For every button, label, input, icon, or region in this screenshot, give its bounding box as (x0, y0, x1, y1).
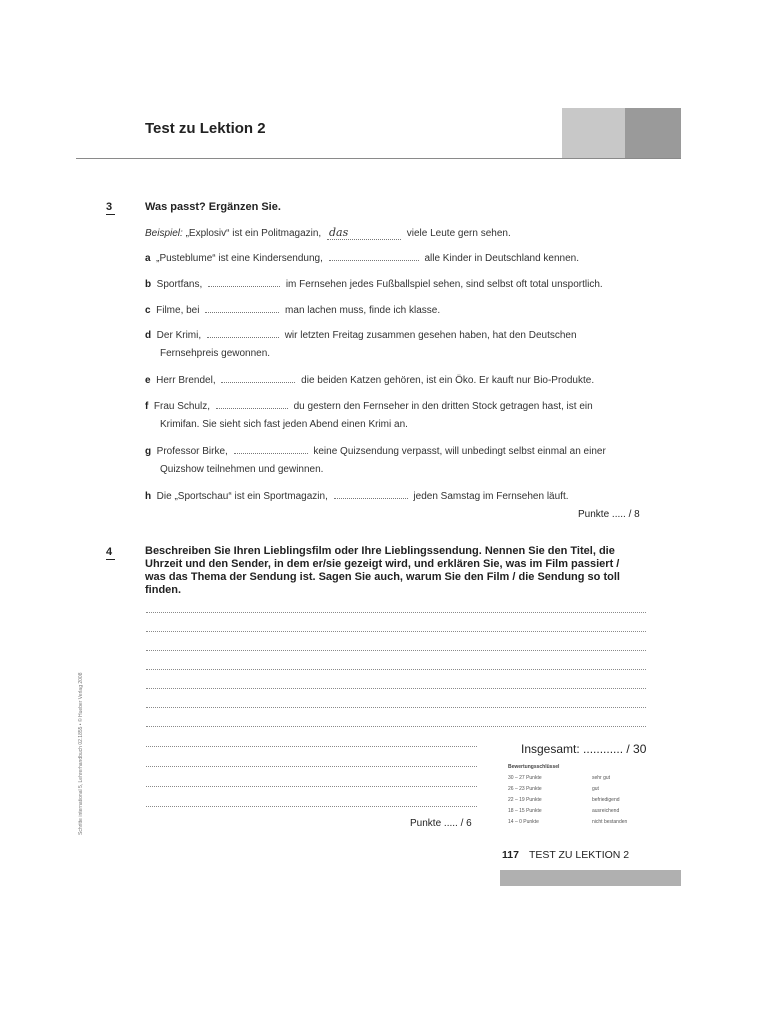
item-g-line-2: Quizshow teilnehmen und gewinnen. (160, 464, 324, 475)
side-copyright: Schritte international 5, Lehrerhandbuch 02.1855 • © Hueber Verlag 2008 (78, 672, 84, 835)
item-letter: b (145, 279, 152, 290)
writing-line[interactable] (146, 669, 646, 670)
item-letter: h (145, 491, 152, 502)
item-text-after: die beiden Katzen gehören, ist ein Öko. Er kauft nur Bio-Produkte. (301, 375, 595, 386)
item-text-after: du gestern den Fernseher in den dritten Stock getragen hast, ist ein (293, 401, 593, 412)
writing-line[interactable] (146, 746, 477, 747)
blank-field[interactable] (216, 399, 288, 409)
item-text-before: Professor Birke, (156, 446, 228, 457)
blank-field[interactable] (334, 489, 408, 499)
header-tab-light (562, 108, 625, 158)
writing-line[interactable] (146, 612, 646, 613)
item-letter: a (145, 253, 151, 264)
item-text-before: Sportfans, (156, 279, 203, 290)
blank-field[interactable] (329, 251, 419, 261)
item-f-line-2: Krimifan. Sie sieht sich fast jeden Abend einen Krimi an. (160, 419, 408, 430)
writing-line[interactable] (146, 786, 477, 787)
exercise-3-item-f (145, 399, 593, 412)
exercise-4-number: 4 (106, 546, 115, 560)
header-tab-dark (625, 108, 681, 158)
item-text-before: Frau Schulz, (153, 401, 211, 412)
item-text-after: jeden Samstag im Fernsehen läuft. (413, 491, 569, 502)
item-letter: c (145, 305, 151, 316)
blank-field[interactable] (234, 444, 308, 454)
writing-line[interactable] (146, 707, 646, 708)
exercise-4-instruction: Beschreiben Sie Ihren Lieblingsfilm oder Ihre Lieblingssendung. Nennen Sie den Titel, die Uhrzeit und den Sender, in dem er/sie gezeigt wird, und erklären Sie, was im Film passiert / was das Thema der Sendung ist. Sagen Sie auch, warum Sie den Film / die Sendung so toll finden. (145, 545, 620, 596)
grading-key-range: 14 – 0 Punkte (508, 819, 539, 825)
exercise-3-item-c (145, 303, 440, 316)
exercise-4-points: Punkte ..... / 6 (410, 818, 472, 829)
item-text-before: Der Krimi, (156, 330, 202, 341)
item-d-line-2: Fernsehpreis gewonnen. (160, 348, 271, 359)
exercise-3-instruction: Was passt? Ergänzen Sie. (145, 201, 281, 213)
writing-line[interactable] (146, 650, 646, 651)
item-text-after: man lachen muss, finde ich klasse. (285, 305, 441, 316)
item-letter: e (145, 375, 151, 386)
item-text-before: „Pusteblume“ ist eine Kindersendung, (156, 253, 323, 264)
grading-key-title: Bewertungsschlüssel (508, 764, 560, 770)
exercise-3-item-e (145, 373, 594, 386)
item-text-after: keine Quizsendung verpasst, will unbedingt selbst einmal an einer (313, 446, 606, 457)
blank-field[interactable] (205, 303, 279, 313)
grading-key-range: 30 – 27 Punkte (508, 775, 542, 781)
grading-key-grade: ausreichend (592, 808, 620, 814)
total-score: Insgesamt: ............ / 30 (521, 742, 647, 756)
exercise-3-item-b (145, 277, 603, 290)
writing-line[interactable] (146, 726, 646, 727)
blank-field[interactable] (208, 277, 280, 287)
example-after: viele Leute gern sehen. (406, 228, 511, 239)
item-letter: d (145, 330, 152, 341)
grading-key-grade: sehr gut (592, 775, 611, 781)
writing-line[interactable] (146, 766, 477, 767)
item-text-before: Filme, bei (156, 305, 200, 316)
grading-key-range: 18 – 15 Punkte (508, 808, 542, 814)
item-text-before: Herr Brendel, (156, 375, 216, 386)
grading-key-grade: nicht bestanden (592, 819, 628, 825)
example-label: Beispiel: (145, 228, 183, 239)
grading-key-grade: gut (592, 786, 599, 792)
example-answer: das (327, 226, 401, 240)
page-number: 117 (502, 849, 519, 861)
header-rule (76, 158, 681, 159)
grading-key-range: 26 – 23 Punkte (508, 786, 542, 792)
exercise-3-item-d (145, 328, 577, 341)
writing-line[interactable] (146, 806, 477, 807)
example-before: „Explosiv“ ist ein Politmagazin, (182, 228, 322, 239)
exercise-3-item-g (145, 444, 606, 457)
exercise-3-number: 3 (106, 201, 115, 215)
exercise-3-points: Punkte ..... / 8 (578, 509, 640, 520)
writing-line[interactable] (146, 688, 646, 689)
item-text-after: im Fernsehen jedes Fußballspiel sehen, sind selbst oft total unsportlich. (285, 279, 603, 290)
item-text-before: Die „Sportschau“ ist ein Sportmagazin, (156, 491, 328, 502)
footer-title: TEST ZU LEKTION 2 (528, 849, 630, 861)
writing-line[interactable] (146, 631, 646, 632)
item-letter: f (145, 401, 149, 412)
example-line (145, 226, 511, 240)
grading-key-range: 22 – 19 Punkte (508, 797, 542, 803)
footer-bar (500, 870, 681, 886)
item-text-after: wir letzten Freitag zusammen gesehen haben, hat den Deutschen (284, 330, 577, 341)
item-letter: g (145, 446, 152, 457)
item-text-after: alle Kinder in Deutschland kennen. (424, 253, 579, 264)
page-footer (502, 849, 629, 861)
blank-field[interactable] (221, 373, 295, 383)
exercise-3-item-a (145, 251, 579, 264)
exercise-3-item-h (145, 489, 569, 502)
blank-field[interactable] (207, 328, 279, 338)
page-title: Test zu Lektion 2 (145, 120, 266, 137)
grading-key-grade: befriedigend (592, 797, 620, 803)
